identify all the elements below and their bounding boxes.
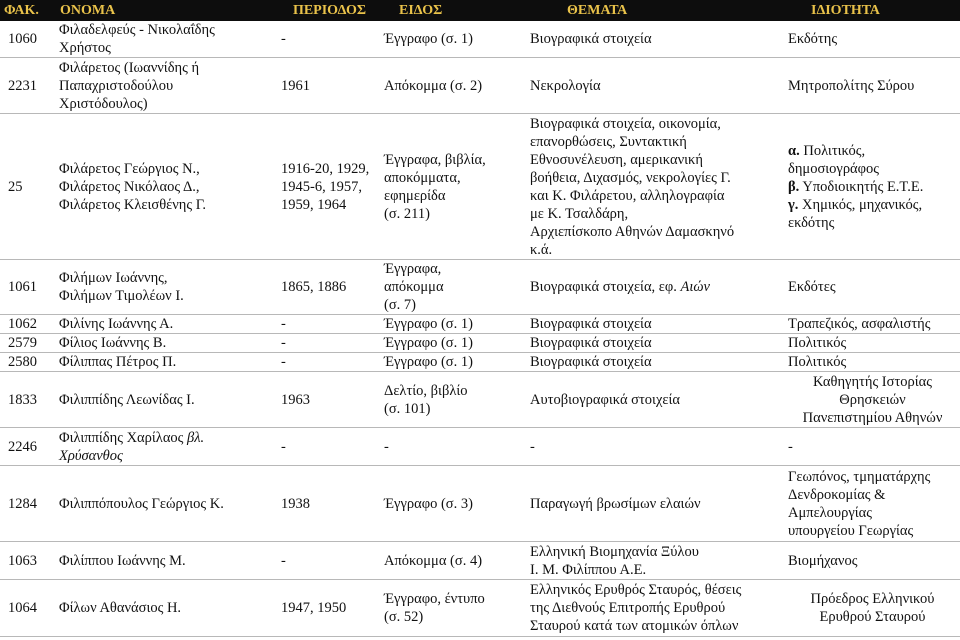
header-themata: ΘΕΜΑΤΑ (527, 0, 785, 21)
type-line: εφημερίδα (384, 187, 446, 204)
name-line: Φιλάρετος Νικόλαος Δ., (59, 178, 200, 195)
role-line: Καθηγητής Ιστορίας (812, 373, 933, 390)
period-line: 1938 (281, 495, 310, 512)
name-line: Φιλιππίδης Λεωνίδας Ι. (59, 391, 195, 408)
type-line: Έγγραφο (σ. 3) (384, 495, 473, 512)
table-row (0, 114, 960, 260)
topics-text: Βιογραφικά στοιχεία, εφ. (530, 279, 681, 295)
topics-line: Βιογραφικά στοιχεία, οικονομία, (530, 115, 721, 132)
type-line: Έγγραφο, έντυπο (384, 591, 485, 607)
cell-role (785, 260, 960, 315)
period-line: - (281, 552, 286, 569)
cell-topics (527, 114, 785, 260)
name-line: Φιλίππου Ιωάννης Μ. (59, 552, 186, 569)
topics-line: - (530, 438, 535, 455)
role-line: Εκδότης (788, 31, 838, 47)
cell-type (381, 334, 527, 353)
cell-role (785, 542, 960, 580)
role-line: Πολιτικός (788, 354, 847, 370)
role-item (788, 196, 957, 214)
header-onoma: ΟΝΟΜΑ (56, 0, 278, 21)
cell-role (785, 372, 960, 428)
cell-code: 25 (0, 114, 56, 260)
role-line: Εκδότες (788, 279, 836, 295)
cell-role (785, 428, 960, 466)
period-line: - (281, 31, 286, 47)
type-line: αποκόμματα, (384, 169, 461, 186)
cell-type (381, 353, 527, 372)
role-line: Δενδροκομίας & (788, 486, 886, 503)
cell-code: 1064 (0, 580, 56, 637)
role-item-text: Χημικός, μηχανικός, (802, 196, 923, 213)
name-line: Φιλήμων Ιωάννης, (59, 270, 168, 286)
cell-period (278, 58, 381, 114)
cell-topics (527, 315, 785, 334)
cell-name (56, 21, 278, 58)
cell-period (278, 542, 381, 580)
cell-period (278, 580, 381, 637)
table-row (0, 428, 960, 466)
header-fak: ΦΑΚ. (0, 0, 56, 21)
name-line: Φιλιππίδης Χαρίλαος (59, 429, 188, 446)
cell-code: 1061 (0, 260, 56, 315)
cell-name (56, 428, 278, 466)
period-line: - (281, 438, 286, 455)
period-line: 1961 (281, 77, 310, 94)
cell-role (785, 580, 960, 637)
type-line: (σ. 101) (384, 400, 431, 417)
cell-code: 2580 (0, 353, 56, 372)
cell-type (381, 315, 527, 334)
cell-name (56, 260, 278, 315)
table-row (0, 334, 960, 353)
topics-line: Νεκρολογία (530, 77, 601, 94)
role-line: Πολιτικός (788, 335, 847, 351)
cell-code: 1060 (0, 21, 56, 58)
cell-topics (527, 334, 785, 353)
period-line: 1947, 1950 (281, 600, 347, 616)
name-line: Φιλιππόπουλος Γεώργιος Κ. (59, 495, 224, 512)
role-item (788, 142, 957, 160)
period-line: 1865, 1886 (281, 279, 347, 295)
topics-line: και Κ. Φιλάρετου, αλληλογραφία (530, 187, 725, 204)
table-row (0, 542, 960, 580)
cell-role (785, 21, 960, 58)
topics-line: Ι. Μ. Φιλίππου Α.Ε. (530, 561, 647, 578)
name-line: Φιλάρετος Κλεισθένης Γ. (59, 196, 207, 213)
header-idiotita: ΙΔΙΟΤΗΤΑ (785, 0, 960, 21)
cell-type (381, 260, 527, 315)
header-row (0, 0, 960, 21)
header-eidos: ΕΙΔΟΣ (381, 0, 527, 21)
period-line: - (281, 354, 286, 370)
name-line: Φιλίνης Ιωάννης Α. (59, 316, 174, 332)
role-line: Μητροπολίτης Σύρου (788, 77, 915, 94)
topics-line: κ.ά. (530, 241, 553, 258)
topics-italic: Αιών (680, 279, 710, 295)
cell-period (278, 315, 381, 334)
cell-period (278, 372, 381, 428)
topics-line: Βιογραφικά στοιχεία (530, 354, 652, 370)
role-line: Βιομήχανος (788, 552, 858, 569)
name-line: Φιλαδελφεύς - Νικολαΐδης (59, 22, 215, 38)
role-item-label: β. (788, 178, 800, 195)
cell-topics (527, 58, 785, 114)
type-line: Έγγραφα, βιβλία, (384, 151, 486, 168)
cell-topics (527, 428, 785, 466)
period-line: 1963 (281, 391, 310, 408)
role-line: υπουργείου Γεωργίας (788, 522, 914, 539)
cell-topics (527, 21, 785, 58)
name-line: Χριστόδουλος) (59, 95, 148, 112)
cell-period (278, 260, 381, 315)
cell-type (381, 428, 527, 466)
cell-code: 1284 (0, 466, 56, 542)
table-row (0, 21, 960, 58)
role-item-label: α. (788, 142, 800, 159)
role-line: Θρησκειών (839, 391, 906, 408)
name-line: Παπαχριστοδούλου (59, 77, 174, 94)
role-line: - (788, 438, 793, 455)
type-line: Έγγραφο (σ. 1) (384, 31, 473, 47)
cell-period (278, 428, 381, 466)
table-row (0, 260, 960, 315)
name-line: Φίλιππας Πέτρος Π. (59, 354, 177, 370)
topics-line: με Κ. Τσαλδάρη, (530, 205, 629, 222)
cell-role (785, 466, 960, 542)
cell-topics (527, 580, 785, 637)
topics-line: Παραγωγή βρωσίμων ελαιών (530, 495, 701, 512)
role-line: Τραπεζικός, ασφαλιστής (788, 316, 931, 332)
period-line: 1916-20, 1929, (281, 160, 370, 177)
topics-line: Βιογραφικά στοιχεία (530, 335, 652, 351)
cell-name (56, 353, 278, 372)
topics-line: βοήθεια, Διχασμός, νεκρολογίες Γ. (530, 169, 731, 186)
name-line: Φιλάρετος Γεώργιος Ν., (59, 160, 200, 177)
type-line: Έγγραφο (σ. 1) (384, 354, 473, 370)
role-item-cont: εκδότης (788, 214, 835, 231)
table-row (0, 58, 960, 114)
cell-type (381, 114, 527, 260)
cell-name (56, 372, 278, 428)
cell-name (56, 58, 278, 114)
cell-period (278, 21, 381, 58)
cell-role (785, 58, 960, 114)
header-periodos: ΠΕΡΙΟΔΟΣ (278, 0, 381, 21)
cell-role (785, 315, 960, 334)
cell-topics (527, 353, 785, 372)
name-line: Φιλήμων Τιμολέων Ι. (59, 288, 184, 304)
cell-topics (527, 542, 785, 580)
cell-name (56, 315, 278, 334)
period-line: - (281, 335, 286, 351)
topics-line: Βιογραφικά στοιχεία (530, 316, 652, 332)
table-row (0, 466, 960, 542)
type-line: - (384, 438, 389, 455)
cell-type (381, 542, 527, 580)
role-item-text: Υποδιοικητής Ε.Τ.Ε. (802, 178, 924, 195)
cell-code: 2246 (0, 428, 56, 466)
cell-type (381, 58, 527, 114)
topics-line: επανορθώσεις, Συντακτική (530, 133, 687, 150)
period-line: 1945-6, 1957, (281, 178, 362, 195)
name-line: Φιλάρετος (Ιωαννίδης ή (59, 59, 200, 76)
type-line: Απόκομμα (σ. 2) (384, 77, 483, 94)
topics-line: Βιογραφικά στοιχεία (530, 31, 652, 47)
table-row (0, 580, 960, 637)
role-line: Πρόεδρος Ελληνικού (810, 591, 935, 607)
cell-type (381, 580, 527, 637)
cell-name (56, 542, 278, 580)
cell-name (56, 466, 278, 542)
topics-line: Εθνοσυνέλευση, αμερικανική (530, 151, 703, 168)
cell-period (278, 334, 381, 353)
name-line: Φίλιος Ιωάννης Β. (59, 335, 167, 351)
type-line: Δελτίο, βιβλίο (384, 382, 468, 399)
table-row (0, 315, 960, 334)
cell-code: 1062 (0, 315, 56, 334)
topics-line: Ελληνικός Ερυθρός Σταυρός, θέσεις (530, 582, 742, 598)
role-item-label: γ. (788, 196, 799, 213)
type-line: (σ. 7) (384, 297, 416, 313)
role-item-cont: δημοσιογράφος (788, 160, 880, 177)
cell-name (56, 334, 278, 353)
type-line: Έγγραφα, (384, 261, 442, 277)
period-line: 1959, 1964 (281, 196, 347, 213)
role-item (788, 178, 957, 196)
role-line: Γεωπόνος, τμηματάρχης (788, 468, 931, 485)
cell-topics (527, 372, 785, 428)
type-line: Έγγραφο (σ. 1) (384, 335, 473, 351)
type-line: (σ. 211) (384, 205, 430, 222)
cell-type (381, 21, 527, 58)
cell-period (278, 466, 381, 542)
cell-type (381, 372, 527, 428)
period-line: - (281, 316, 286, 332)
cell-code: 1063 (0, 542, 56, 580)
cell-role (785, 334, 960, 353)
topics-line: Αρχιεπίσκοπο Αθηνών Δαμασκηνό (530, 223, 735, 240)
name-line: Φίλων Αθανάσιος Η. (59, 600, 182, 616)
name-italic: βλ. (187, 429, 205, 446)
topics-line: της Διεθνούς Επιτροπής Ερυθρού (530, 600, 726, 616)
cell-period (278, 114, 381, 260)
cell-code: 2579 (0, 334, 56, 353)
name-line: Χρήστος (59, 40, 111, 56)
role-line: Πανεπιστημίου Αθηνών (802, 409, 943, 426)
cell-topics (527, 260, 785, 315)
cell-code: 1833 (0, 372, 56, 428)
cell-name (56, 580, 278, 637)
topics-line: Αυτοβιογραφικά στοιχεία (530, 391, 680, 408)
type-line: (σ. 52) (384, 609, 424, 625)
type-line: Έγγραφο (σ. 1) (384, 316, 473, 332)
cell-code: 2231 (0, 58, 56, 114)
cell-role (785, 353, 960, 372)
role-item-text: Πολιτικός, (803, 142, 866, 159)
cell-period (278, 353, 381, 372)
table-row (0, 353, 960, 372)
cell-role (785, 114, 960, 260)
cell-name (56, 114, 278, 260)
cell-topics (527, 466, 785, 542)
type-line: Απόκομμα (σ. 4) (384, 552, 483, 569)
table-row (0, 372, 960, 428)
role-line: Αμπελουργίας (788, 504, 872, 521)
type-line: απόκομμα (384, 279, 444, 295)
topics-line: Σταυρού κατά των ατομικών όπλων (530, 618, 739, 634)
cell-type (381, 466, 527, 542)
topics-line: Ελληνική Βιομηχανία Ξύλου (530, 543, 699, 560)
name-italic: Χρύσανθος (59, 447, 123, 464)
role-line: Ερυθρού Σταυρού (819, 609, 926, 625)
